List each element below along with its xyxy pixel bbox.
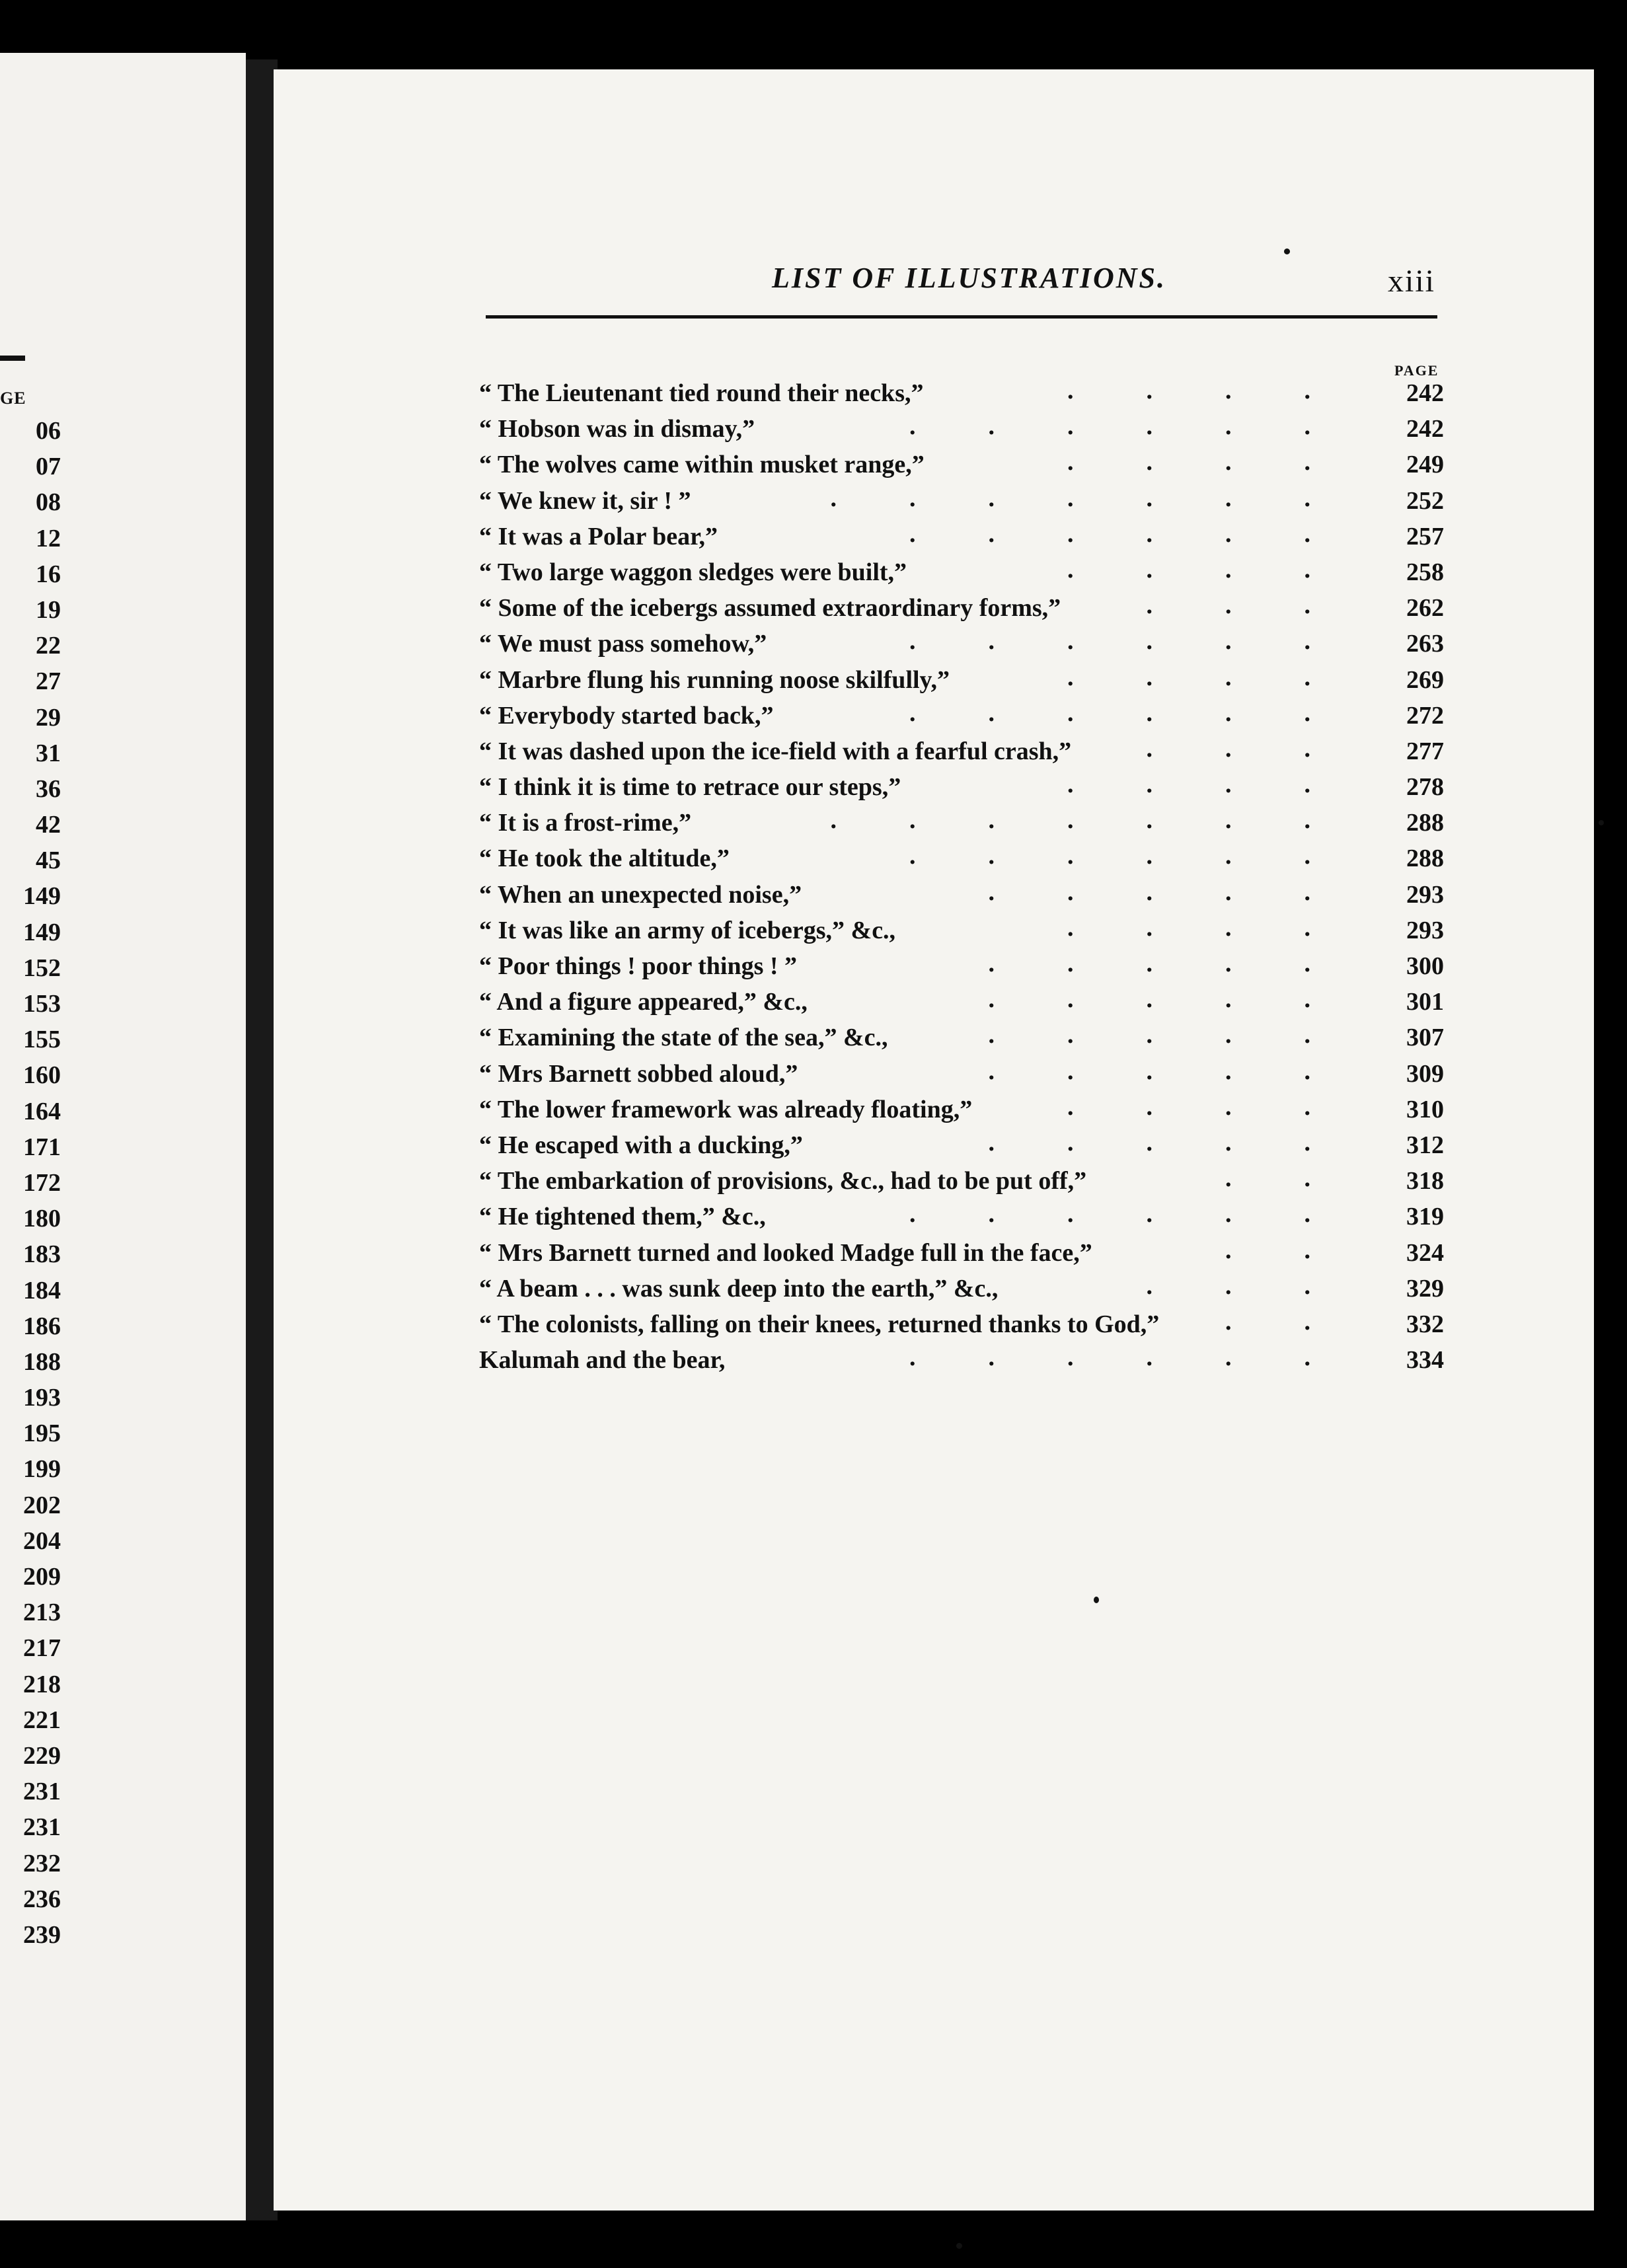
illustration-entry (479, 1271, 1444, 1306)
illustration-caption: “ The wolves came within musket range,” (479, 451, 925, 479)
illustration-entry (479, 1342, 1444, 1378)
left-page-number: 213 (23, 1599, 61, 1627)
illustration-caption: “ Hobson was in dismay,” (479, 415, 755, 443)
left-page-number: 160 (23, 1061, 61, 1090)
illustration-entry (479, 1306, 1444, 1342)
illustration-page-number: 318 (1406, 1167, 1444, 1195)
illustration-caption: “ The embarkation of provisions, &c., had to be put off,” (479, 1167, 1087, 1195)
left-page-number: 16 (36, 560, 61, 588)
dot-leader: ..... (988, 1057, 1383, 1085)
dot-leader: ..... (988, 985, 1383, 1014)
dot-leader: .... (1067, 771, 1383, 799)
scan-speck (1094, 1597, 1099, 1603)
illustration-page-number: 258 (1406, 558, 1444, 586)
illustration-entry (479, 1163, 1444, 1199)
left-page-number: 209 (23, 1563, 61, 1591)
illustration-page-number: 288 (1406, 809, 1444, 837)
left-page-number: 22 (36, 632, 61, 660)
illustration-entry (479, 590, 1444, 626)
illustration-page-number: 293 (1406, 880, 1444, 909)
left-page-number: 42 (36, 811, 61, 839)
left-page-number: 236 (23, 1885, 61, 1913)
dot-leader: ... (1146, 1271, 1383, 1300)
illustration-caption: “ Poor things ! poor things ! ” (479, 952, 798, 980)
illustration-page-number: 301 (1406, 988, 1444, 1016)
illustration-entry (479, 841, 1444, 876)
illustration-caption: “ Marbre flung his running noose skilfully,” (479, 665, 950, 694)
illustration-caption: “ A beam . . . was sunk deep into the earth,” &c., (479, 1274, 999, 1303)
illustration-page-number: 242 (1406, 415, 1444, 443)
illustration-caption: “ He escaped with a ducking,” (479, 1131, 803, 1159)
illustration-page-number: 324 (1406, 1238, 1444, 1267)
illustration-caption: “ It was a Polar bear,” (479, 522, 718, 550)
left-page-number: 149 (23, 882, 61, 911)
left-page-number: 29 (36, 703, 61, 732)
illustration-page-number: 310 (1406, 1095, 1444, 1123)
running-head: LIST OF ILLUSTRATIONS. (772, 262, 1166, 294)
dot-leader: .... (1067, 555, 1383, 584)
dot-leader: ... (1146, 591, 1383, 620)
illustration-caption: “ Some of the icebergs assumed extraordinary forms,” (479, 594, 1061, 623)
left-page-number: 172 (23, 1168, 61, 1197)
left-page-number: 180 (23, 1205, 61, 1233)
dot-leader: ...... (909, 1343, 1383, 1372)
illustration-page-number: 300 (1406, 952, 1444, 980)
illustration-caption: Kalumah and the bear, (479, 1346, 726, 1375)
left-column-heading: GE (0, 389, 26, 408)
illustration-caption: “ Mrs Barnett sobbed aloud,” (479, 1059, 798, 1088)
dot-leader: ...... (909, 1200, 1383, 1228)
left-page-number: 19 (36, 595, 61, 624)
scan-speck (1284, 248, 1290, 254)
illustration-caption: “ The colonists, falling on their knees, returned thanks to God,” (479, 1310, 1160, 1338)
left-page-number: 183 (23, 1240, 61, 1269)
left-page-number: 232 (23, 1849, 61, 1877)
illustration-page-number: 319 (1406, 1203, 1444, 1231)
illustration-caption: “ Examining the state of the sea,” &c., (479, 1024, 888, 1052)
left-page-number: 45 (36, 847, 61, 875)
illustration-page-number: 288 (1406, 845, 1444, 873)
illustration-entry (479, 698, 1444, 734)
dot-leader: .... (1067, 1092, 1383, 1121)
dot-leader: .... (1067, 448, 1383, 476)
illustration-page-number: 293 (1406, 916, 1444, 944)
illustration-caption: “ It was dashed upon the ice-field with a fearful crash,” (479, 737, 1072, 765)
left-page (0, 53, 246, 2220)
illustration-page-number: 272 (1406, 701, 1444, 730)
illustration-caption: “ When an unexpected noise,” (479, 880, 802, 909)
illustration-page-number: 312 (1406, 1131, 1444, 1159)
illustration-entry (479, 1235, 1444, 1271)
scan-speck (1599, 820, 1604, 825)
left-page-number: 231 (23, 1778, 61, 1806)
illustration-entry (479, 554, 1444, 590)
left-header-rule (0, 356, 25, 361)
illustration-caption: “ Two large waggon sledges were built,” (479, 558, 907, 586)
left-page-number: 195 (23, 1419, 61, 1448)
dot-leader: ...... (909, 519, 1383, 548)
illustration-page-number: 277 (1406, 737, 1444, 765)
left-page-number: 08 (36, 488, 61, 517)
illustration-entry (479, 1127, 1444, 1163)
illustration-entry (479, 1199, 1444, 1234)
illustration-entry (479, 519, 1444, 554)
left-page-number: 12 (36, 524, 61, 552)
dot-leader: ...... (909, 699, 1383, 727)
illustration-page-number: 334 (1406, 1346, 1444, 1375)
illustration-caption: “ And a figure appeared,” &c., (479, 988, 808, 1016)
left-page-number: 221 (23, 1706, 61, 1734)
illustration-page-number: 263 (1406, 630, 1444, 658)
dot-leader: ...... (909, 412, 1383, 441)
left-page-number: 202 (23, 1491, 61, 1519)
illustration-entry (479, 877, 1444, 913)
dot-leader: .... (1067, 377, 1383, 404)
illustration-page-number: 309 (1406, 1059, 1444, 1088)
illustration-entry (479, 483, 1444, 519)
dot-leader: ...... (909, 627, 1383, 656)
illustration-page-number: 269 (1406, 665, 1444, 694)
left-page-number: 193 (23, 1384, 61, 1412)
left-page-number: 184 (23, 1276, 61, 1304)
illustration-caption: “ Mrs Barnett turned and looked Madge full in the face,” (479, 1238, 1092, 1267)
illustration-entry (479, 1020, 1444, 1055)
left-page-number: 31 (36, 739, 61, 767)
left-page-number: 153 (23, 990, 61, 1018)
dot-leader: ..... (988, 1128, 1383, 1156)
left-page-number: 07 (36, 453, 61, 481)
dot-leader: ..... (988, 878, 1383, 906)
left-page-number: 186 (23, 1312, 61, 1340)
illustration-page-number: 307 (1406, 1024, 1444, 1052)
illustration-entry (479, 734, 1444, 769)
illustration-page-number: 252 (1406, 486, 1444, 515)
dot-leader: .. (1225, 1236, 1383, 1264)
dot-leader: .. (1225, 1164, 1383, 1193)
left-page-number: 152 (23, 954, 61, 982)
illustration-entry (479, 662, 1444, 698)
illustration-page-number: 329 (1406, 1274, 1444, 1303)
illustration-entry (479, 411, 1444, 447)
left-page-number: 229 (23, 1741, 61, 1770)
dot-leader: ....... (830, 806, 1383, 835)
page-column-heading: PAGE (1394, 362, 1439, 379)
illustration-caption: “ We knew it, sir ! ” (479, 486, 691, 515)
illustration-entry (479, 375, 1444, 411)
left-page-number: 36 (36, 775, 61, 803)
illustration-entry (479, 769, 1444, 805)
left-page-number: 217 (23, 1634, 61, 1663)
dot-leader: ...... (909, 842, 1383, 870)
left-page-number: 188 (23, 1347, 61, 1376)
left-page-number: 171 (23, 1133, 61, 1161)
illustration-list (479, 375, 1444, 1378)
illustration-caption: “ We must pass somehow,” (479, 630, 767, 658)
scan-speck (956, 2243, 962, 2249)
illustration-page-number: 257 (1406, 522, 1444, 550)
illustration-caption: “ He took the altitude,” (479, 845, 730, 873)
dot-leader: .... (1067, 913, 1383, 942)
illustration-caption: “ It is a frost-rime,” (479, 809, 692, 837)
left-page-number: 06 (36, 417, 61, 445)
illustration-entry (479, 1092, 1444, 1127)
illustration-page-number: 249 (1406, 451, 1444, 479)
left-page-number: 231 (23, 1813, 61, 1842)
illustration-caption: “ It was like an army of icebergs,” &c., (479, 916, 896, 944)
book-gutter (246, 59, 278, 2220)
left-page-number: 164 (23, 1097, 61, 1125)
dot-leader: .. (1225, 1307, 1383, 1336)
illustration-entry (479, 984, 1444, 1020)
left-page-number: 204 (23, 1527, 61, 1555)
illustration-page-number: 332 (1406, 1310, 1444, 1338)
dot-leader: ....... (830, 484, 1383, 512)
illustration-page-number: 242 (1406, 379, 1444, 407)
illustration-entry (479, 913, 1444, 948)
dot-leader: .... (1067, 663, 1383, 691)
header-rule (486, 315, 1437, 319)
left-page-number: 27 (36, 667, 61, 696)
illustration-caption: “ The lower framework was already floating,” (479, 1095, 973, 1123)
illustration-entry (479, 948, 1444, 984)
left-page-number: 199 (23, 1455, 61, 1484)
dot-leader: ... (1146, 734, 1383, 763)
illustration-caption: “ Everybody started back,” (479, 701, 774, 730)
illustration-entry (479, 447, 1444, 482)
illustration-page-number: 262 (1406, 594, 1444, 623)
left-page-number-column (0, 413, 61, 1953)
illustration-page-number: 278 (1406, 773, 1444, 802)
illustration-caption: “ The Lieutenant tied round their necks,” (479, 379, 924, 407)
dot-leader: ..... (988, 950, 1383, 977)
illustration-entry (479, 805, 1444, 841)
illustration-caption: “ He tightened them,” &c., (479, 1203, 766, 1231)
page-folio: xiii (1388, 264, 1436, 299)
left-page-number: 239 (23, 1920, 61, 1949)
left-page-number: 149 (23, 918, 61, 946)
dot-leader: ..... (988, 1021, 1383, 1049)
illustration-entry (479, 1056, 1444, 1092)
illustration-caption: “ I think it is time to retrace our steps,” (479, 773, 901, 802)
illustration-entry (479, 626, 1444, 662)
left-page-number: 218 (23, 1670, 61, 1698)
left-page-number: 155 (23, 1026, 61, 1054)
